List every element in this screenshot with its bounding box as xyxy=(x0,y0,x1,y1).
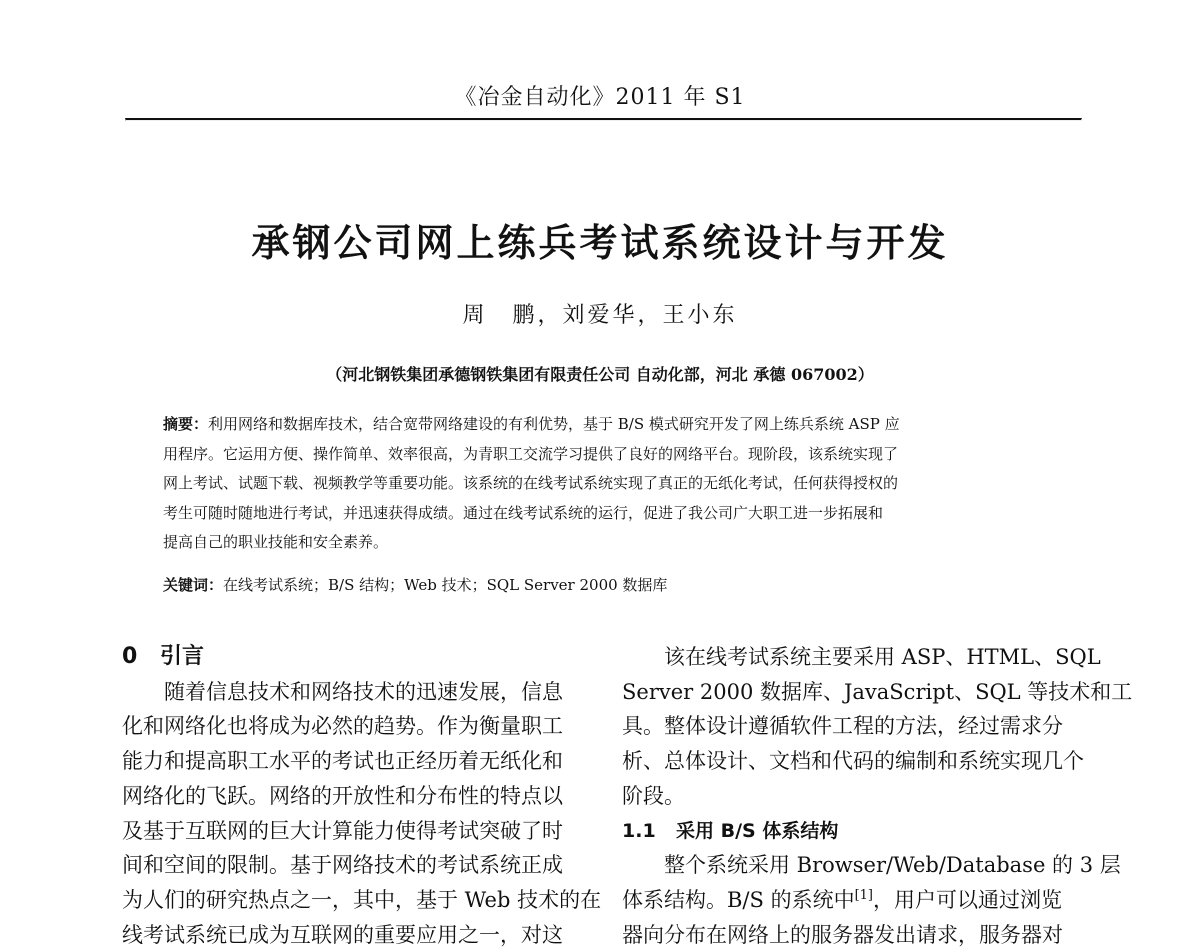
subsection-heading xyxy=(622,814,1082,849)
body-line: 该在线考试系统主要采用 ASP、HTML、SQL xyxy=(664,645,1101,669)
body-line: 间和空间的限制。基于网络技术的考试系统正成 xyxy=(122,853,563,878)
body-line: 化和网络化也将成为必然的趋势。作为衡量职工 xyxy=(122,714,563,739)
abstract-line xyxy=(163,410,1043,440)
body-line: 网络化的飞跃。网络的开放性和分布性的特点以 xyxy=(122,783,563,808)
citation-ref: [1] xyxy=(854,887,873,903)
subsection-title: 采用 B/S 体系结构 xyxy=(676,819,839,842)
right-column xyxy=(622,640,1133,952)
abstract-line: 提高自己的职业技能和安全素养。 xyxy=(163,533,389,551)
body-line: 及基于互联网的巨大计算能力使得考试突破了时 xyxy=(122,818,563,843)
subsection-number: 1.1 xyxy=(622,819,656,842)
abstract xyxy=(163,410,1043,558)
abstract-line: 考生可随时随地进行考试，并迅速获得成绩。通过在线考试系统的运行，促进了我公司广大职工进一步拓展和 xyxy=(163,503,884,522)
body-line: 阶段。 xyxy=(622,783,685,808)
paper-title: 承钢公司网上练兵考试系统设计与开发 xyxy=(251,221,949,265)
body-line: Server 2000 数据库、JavaScript、SQL 等技术和工 xyxy=(622,679,1133,704)
body-line: 为人们的研究热点之一，其中，基于 Web 技术的在 xyxy=(122,887,602,912)
section-number: 0 xyxy=(122,644,138,669)
section-title: 引言 xyxy=(160,644,205,669)
abstract-label: 摘要： xyxy=(163,415,209,433)
body-line: 能力和提高职工水平的考试也正经历着无纸化和 xyxy=(122,749,563,774)
body-line: 具。整体设计遵循软件工程的方法，经过需求分 xyxy=(622,714,1063,739)
body-line: 随着信息技术和网络技术的迅速发展，信息 xyxy=(164,679,563,704)
abstract-line: 网上考试、试题下载、视频教学等重要功能。该系统的在线考试系统实现了真正的无纸化考试，任何获得授权的 xyxy=(163,474,899,492)
abstract-line: 用程序。它运用方便、操作简单、效率很高，为青职工交流学习提供了良好的网络平台。现阶段，该系统实现了 xyxy=(163,444,899,463)
body-text: ，用户可以通过浏览 xyxy=(873,887,1062,912)
body-line: 整个系统采用 Browser/Web/Database 的 3 层 xyxy=(664,853,1121,878)
keywords-label: 关键词： xyxy=(163,576,224,594)
journal-header: 《冶金自动化》2011 年 S1 xyxy=(454,85,746,110)
body-line: 析、总体设计、文档和代码的编制和系统实现几个 xyxy=(622,749,1084,774)
body-text: 体系结构。B/S 的系统中 xyxy=(622,887,855,912)
left-column xyxy=(122,640,602,952)
keywords xyxy=(163,571,1043,600)
body-line: 器向分布在网络上的服务器发出请求，服务器对 xyxy=(622,922,1063,947)
body-line xyxy=(622,883,1082,918)
section-heading-introduction xyxy=(122,640,584,675)
header-rule xyxy=(125,118,1082,121)
body-line: 线考试系统已成为互联网的重要应用之一，对这 xyxy=(122,922,563,947)
keywords-text: 在线考试系统；B/S 结构；Web 技术；SQL Server 2000 数据库 xyxy=(223,576,668,594)
authors: 周 鹏，刘爱华，王小东 xyxy=(462,303,738,328)
abstract-text: 利用网络和数据库技术，结合宽带网络建设的有利优势，基于 B/S 模式研究开发了网上练兵系统 ASP 应 xyxy=(208,415,900,433)
affiliation: （河北钢铁集团承德钢铁集团有限责任公司 自动化部，河北 承德 067002） xyxy=(326,365,874,384)
